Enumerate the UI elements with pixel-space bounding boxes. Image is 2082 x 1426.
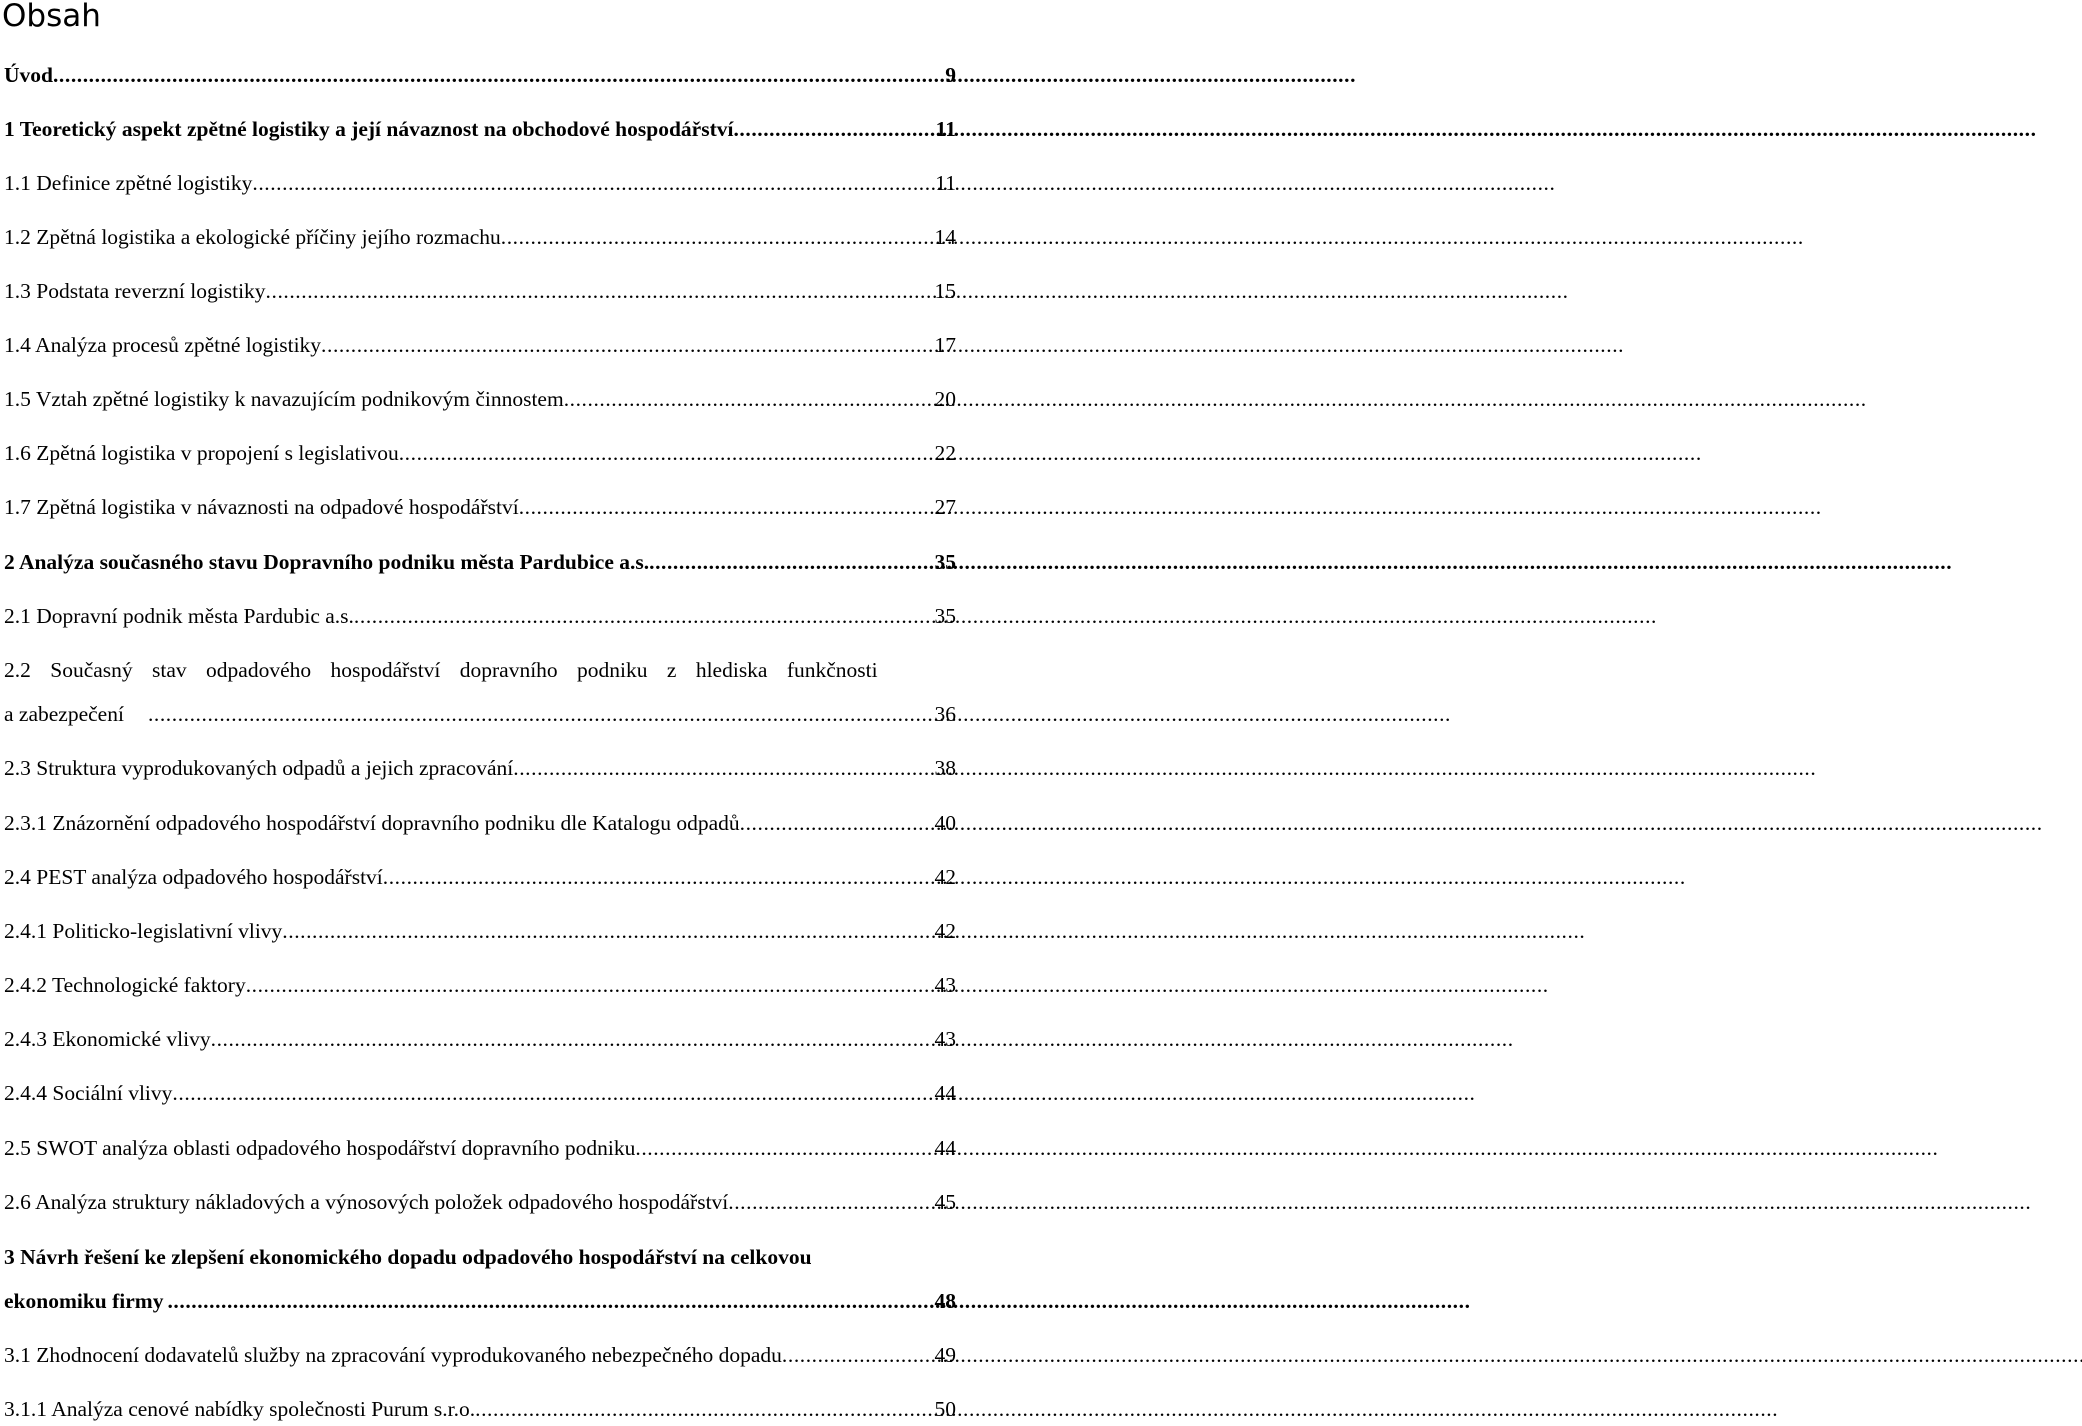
toc-entry-page: 49 <box>934 1343 956 1367</box>
toc-entry-1-4[interactable] <box>4 332 956 358</box>
toc-entry-page: 50 <box>934 1397 956 1421</box>
toc-entry-3-1[interactable] <box>4 1342 956 1368</box>
toc-entry-label: 2.2 Současný stav odpadového hospodářství dopravního podniku z hlediska funkčnosti <box>4 658 878 682</box>
toc-entry-page: 11 <box>935 171 956 195</box>
toc-entry-chapter-3[interactable] <box>4 1244 956 1314</box>
toc-entry-label: 2.5 SWOT analýza oblasti odpadového hospodářství dopravního podniku <box>4 1136 636 1160</box>
toc-entry-uvod[interactable] <box>4 62 956 88</box>
toc-leader-dots <box>53 62 943 88</box>
toc-leader-dots <box>172 1080 932 1106</box>
toc-entry-label: 2.4.1 Politicko-legislativní vlivy <box>4 919 283 943</box>
toc-entry-label: 1.5 Vztah zpětné logistiky k navazujícím podnikovým činnostem <box>4 387 564 411</box>
toc-entry-2-3[interactable] <box>4 755 956 781</box>
toc-entry-label: 1.1 Definice zpětné logistiky <box>4 171 253 195</box>
toc-entry-page: 27 <box>934 495 956 519</box>
toc-leader-dots <box>728 1189 932 1215</box>
toc-leader-dots <box>782 1342 933 1368</box>
toc-entry-2-4[interactable] <box>4 864 956 890</box>
toc-entry-page: 14 <box>934 225 956 249</box>
toc-entry-1-6[interactable] <box>4 440 956 466</box>
toc-leader-dots <box>519 494 933 520</box>
toc-entry-1-3[interactable] <box>4 278 956 304</box>
toc-entry-1-7[interactable] <box>4 494 956 520</box>
toc-leader-dots <box>383 864 933 890</box>
toc-leader-dots <box>246 972 933 998</box>
toc-leader-dots <box>211 1026 933 1052</box>
toc-leader-dots <box>399 440 933 466</box>
toc-entry-2-6[interactable] <box>4 1189 956 1215</box>
toc-entry-label: 1.2 Zpětná logistika a ekologické příčiny jejího rozmachu <box>4 225 501 249</box>
toc-entry-label: 3.1 Zhodnocení dodavatelů služby na zpracování vyprodukovaného nebezpečného dopadu <box>4 1343 782 1367</box>
toc-entry-2-4-2[interactable] <box>4 972 956 998</box>
toc-entry-label: Úvod <box>4 63 53 87</box>
toc-entry-label: 3 Návrh řešení ke zlepšení ekonomického dopadu odpadového hospodářství na celkovou <box>4 1245 812 1269</box>
toc-entry-label: 2.3 Struktura vyprodukovaných odpadů a jejich zpracování <box>4 756 514 780</box>
toc-entry-label: 1.6 Zpětná logistika v propojení s legislativou <box>4 441 399 465</box>
toc-entry-page: 9 <box>945 63 956 87</box>
toc-entry-2-4-1[interactable] <box>4 918 956 944</box>
toc-leader-dots <box>252 170 933 196</box>
toc-leader-dots <box>282 918 932 944</box>
toc-entry-page: 43 <box>934 973 956 997</box>
toc-entry-2-2[interactable] <box>4 657 956 727</box>
toc-entry-label: 2.4 PEST analýza odpadového hospodářství <box>4 865 383 889</box>
toc-entry-label: 2.4.4 Sociální vlivy <box>4 1081 173 1105</box>
toc-entry-2-3-1[interactable] <box>4 810 956 836</box>
toc-entry-1-2[interactable] <box>4 224 956 250</box>
toc-leader-dots <box>354 603 933 629</box>
toc-entry-2-4-3[interactable] <box>4 1026 956 1052</box>
page-title: Obsah <box>2 0 101 34</box>
toc-entry-2-1[interactable] <box>4 603 956 629</box>
toc-entry-label: 2.3.1 Znázornění odpadového hospodářství dopravního podniku dle Katalogu odpadů <box>4 811 740 835</box>
toc-leader-dots <box>148 701 933 727</box>
toc-page <box>0 0 960 1426</box>
toc-entry-label: 2.6 Analýza struktury nákladových a výnosových položek odpadového hospodářství <box>4 1190 729 1214</box>
toc-entry-page: 42 <box>934 865 956 889</box>
toc-entry-1-5[interactable] <box>4 386 956 412</box>
toc-entry-page: 38 <box>934 756 956 780</box>
toc-leader-dots <box>733 116 933 142</box>
toc-entry-page: 35 <box>934 550 956 574</box>
toc-entry-label: 2.1 Dopravní podnik města Pardubic a.s. <box>4 604 354 628</box>
toc-entry-label-continued: ekonomiku firmy <box>4 1289 164 1313</box>
toc-entry-page: 15 <box>934 279 956 303</box>
toc-entry-label: 2.4.2 Technologické faktory <box>4 973 246 997</box>
toc-entry-page: 48 <box>934 1289 956 1313</box>
toc-entry-1-1[interactable] <box>4 170 956 196</box>
toc-leader-dots <box>167 1288 932 1314</box>
toc-entry-page: 43 <box>934 1027 956 1051</box>
toc-entry-page: 20 <box>934 387 956 411</box>
toc-leader-dots <box>740 810 933 836</box>
toc-entry-page: 17 <box>934 333 956 357</box>
toc-entry-chapter-1[interactable] <box>4 116 956 142</box>
toc-entry-label: 1 Teoretický aspekt zpětné logistiky a její návaznost na obchodové hospodářství <box>4 117 734 141</box>
toc-leader-dots <box>475 1396 932 1422</box>
toc-entry-chapter-2[interactable] <box>4 549 956 575</box>
toc-leader-dots <box>649 549 932 575</box>
toc-leader-dots <box>266 278 933 304</box>
toc-entry-label: 2 Analýza současného stavu Dopravního podniku města Pardubice a.s. <box>4 550 650 574</box>
toc-entry-page: 44 <box>934 1081 956 1105</box>
toc-entry-page: 42 <box>934 919 956 943</box>
toc-entry-page: 11 <box>935 117 956 141</box>
toc-leader-dots <box>501 224 933 250</box>
toc-entry-2-4-4[interactable] <box>4 1080 956 1106</box>
toc-entry-label: 1.4 Analýza procesů zpětné logistiky <box>4 333 322 357</box>
toc-entry-page: 22 <box>934 441 956 465</box>
toc-entry-label-continued: a zabezpečení <box>4 702 124 726</box>
toc-entry-label: 1.7 Zpětná logistika v návaznosti na odpadové hospodářství <box>4 495 519 519</box>
toc-entry-label: 2.4.3 Ekonomické vlivy <box>4 1027 211 1051</box>
toc-leader-dots <box>321 332 932 358</box>
toc-entry-page: 35 <box>934 604 956 628</box>
toc-leader-dots <box>564 386 933 412</box>
toc-leader-dots <box>635 1135 932 1161</box>
toc-entry-page: 44 <box>934 1136 956 1160</box>
toc-leader-dots <box>513 755 932 781</box>
toc-entry-label: 1.3 Podstata reverzní logistiky <box>4 279 266 303</box>
toc-entry-3-1-1[interactable] <box>4 1396 956 1422</box>
toc-entry-page: 36 <box>934 702 956 726</box>
toc-entry-2-5[interactable] <box>4 1135 956 1161</box>
toc-entry-page: 40 <box>934 811 956 835</box>
toc-entry-page: 45 <box>934 1190 956 1214</box>
toc-entry-label: 3.1.1 Analýza cenové nabídky společnosti Purum s.r.o. <box>4 1397 476 1421</box>
